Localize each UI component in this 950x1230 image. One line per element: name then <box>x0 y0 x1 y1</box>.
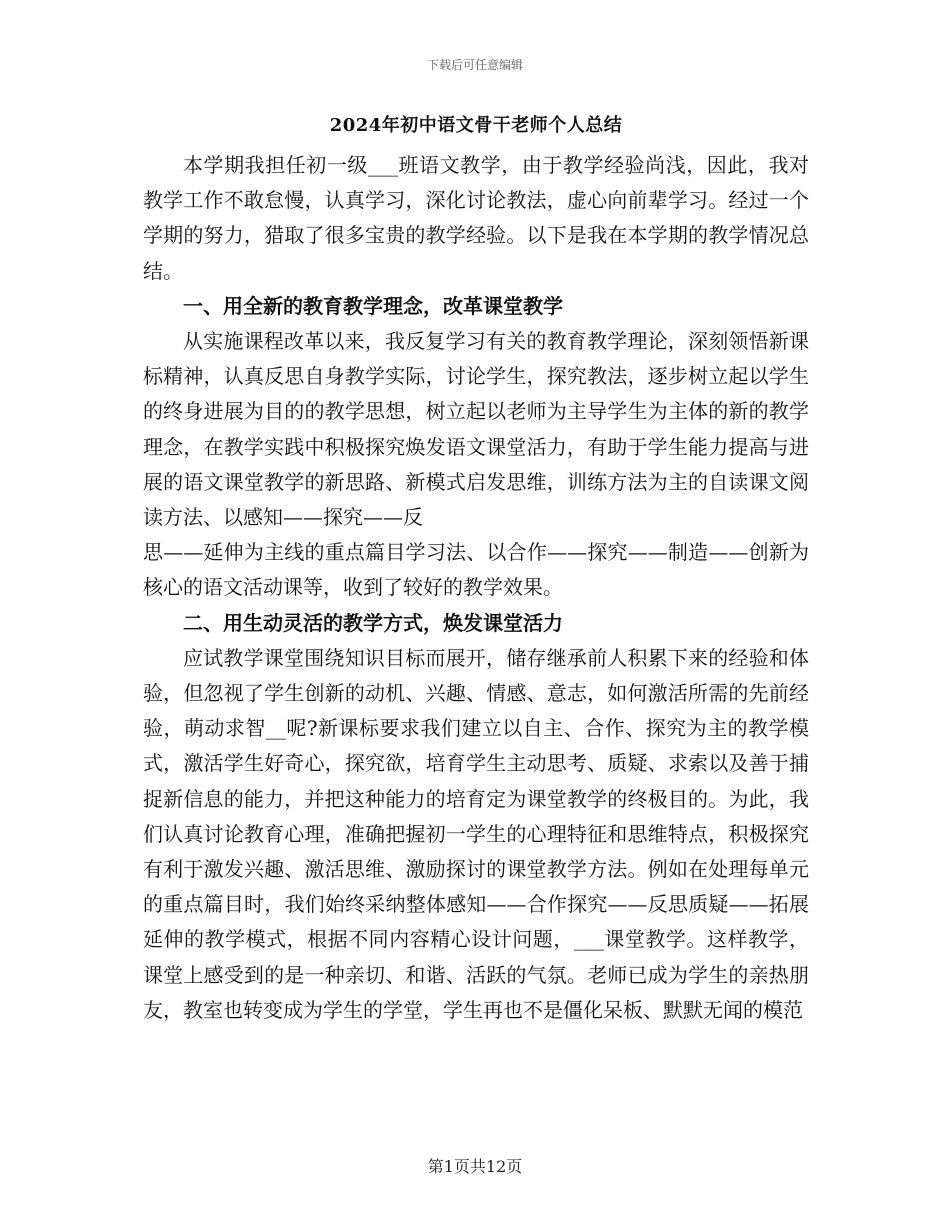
section-heading-1: 一、用全新的教育教学理念，改革课堂教学 <box>183 293 563 318</box>
section-heading-2: 二、用生动灵活的教学方式，焕发课堂活力 <box>183 610 563 635</box>
header-note: 下载后可任意编辑 <box>426 58 523 72</box>
paragraph-intro: 本学期我担任初一级___班语文教学，由于教学经验尚浅，因此，我对教学工作不敢怠慢，认真学习，深化讨论教法，虚心向前辈学习。经过一个学期的努力，猎取了很多宝贵的教学经验。以下是我在本学期的教学情况总结。 <box>143 153 809 283</box>
page-number: 第1页共12页 <box>427 1157 523 1176</box>
document-body <box>143 108 809 1028</box>
paragraph-section-2: 应试教学课堂围绕知识目标而展开，储存继承前人积累下来的经验和体验，但忽视了学生创新的动机、兴趣、情感、意志，如何激活所需的先前经验，萌动求智__呢?新课标要求我们建立以自主、合作、探究为主的教学模式，激活学生好奇心，探究欲，培育学生主动思考、质疑、求索以及善于捕捉新信息的能力，并把这种能力的培育定为课堂教学的终极目的。为此，我们认真讨论教育心理，准确把握初一学生的心理特征和思维特点，积极探究有利于激发兴趣、激活思维、激励探讨的课堂教学方法。例如在处理每单元的重点篇目时，我们始终采纳整体感知——合作探究——反思质疑——拓展延伸的教学模式，根据不同内容精心设计问题，___课堂教学。这样教学，课堂上感受到的是一种亲切、和谐、活跃的气氛。老师已成为学生的亲热朋友，教室也转变成为学生的学堂，学生再也不是僵化呆板、默默无闻的模范 <box>143 645 809 1022</box>
document-title: 2024年初中语文骨干老师个人总结 <box>329 115 623 136</box>
paragraph-section-1: 从实施课程改革以来，我反复学习有关的教育教学理论，深刻领悟新课标精神，认真反思自身教学实际，讨论学生，探究教法，逐步树立起以学生的终身进展为目的的教学思想，树立起以老师为主导学生为主体的新的教学理念，在教学实践中积极探究焕发语文课堂活力，有助于学生能力提高与进展的语文课堂教学的新思路、新模式启发思维，训练方法为主的自读课文阅读方法、以感知——探究——反 <box>143 329 809 530</box>
paragraph-section-1-continued: 思——延伸为主线的重点篇目学习法、以合作——探究——制造——创新为核心的语文活动课等，收到了较好的教学效果。 <box>143 540 809 600</box>
